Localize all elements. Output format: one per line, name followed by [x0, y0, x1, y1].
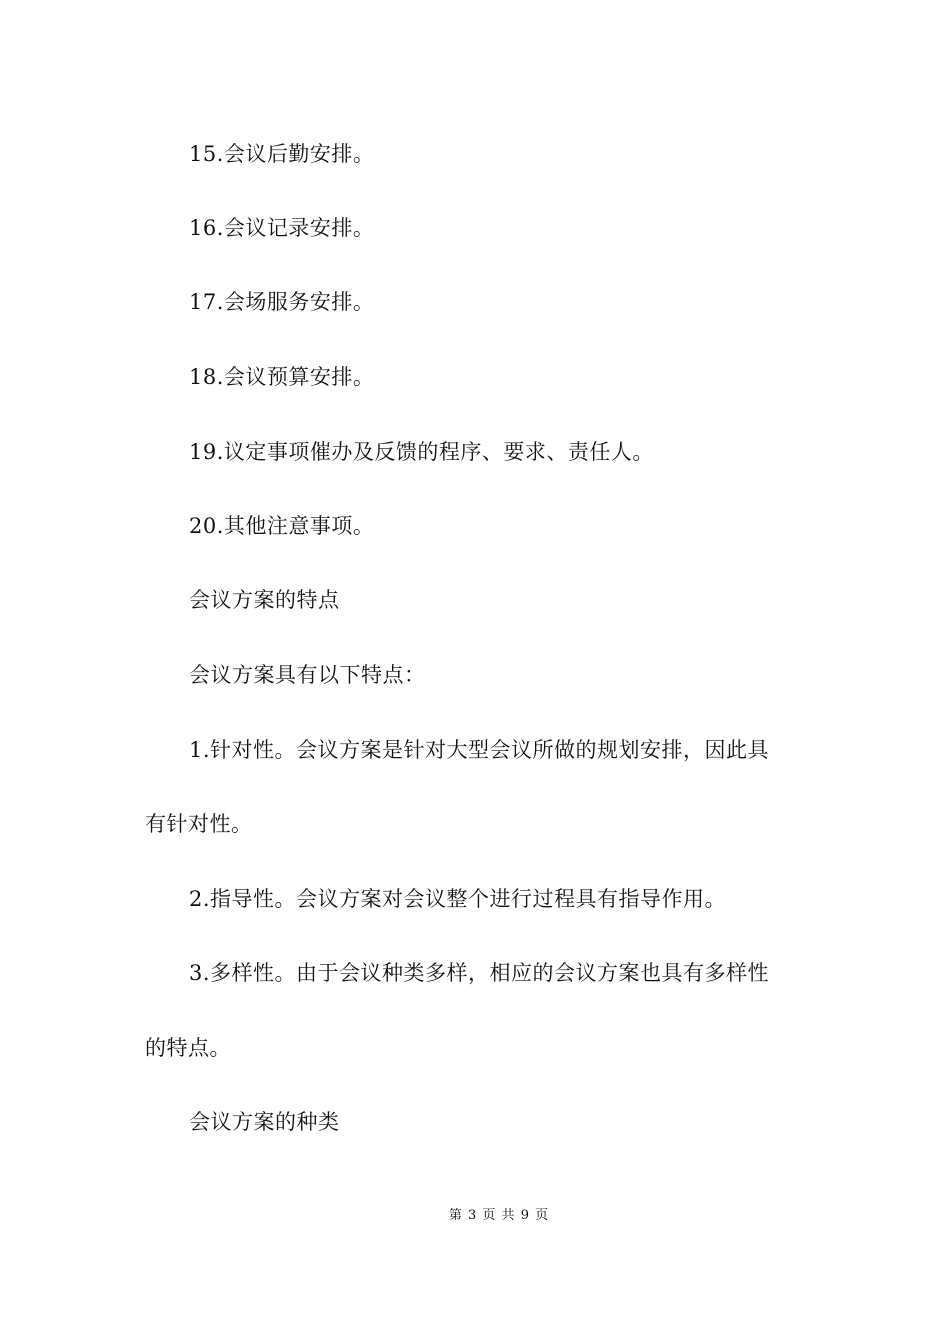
feature-2: 2.指导性。会议方案对会议整个进行过程具有指导作用。	[189, 887, 727, 911]
feature-3-line-1: 3.多样性。由于会议种类多样，相应的会议方案也具有多样性	[189, 961, 770, 985]
list-item-16: 16.会议记录安排。	[189, 216, 375, 240]
list-item-15: 15.会议后勤安排。	[189, 142, 375, 166]
paragraph-intro: 会议方案具有以下特点：	[189, 663, 426, 687]
list-item-18: 18.会议预算安排。	[189, 365, 375, 389]
page-footer: 第 3 页 共 9 页	[448, 1208, 550, 1223]
section-heading-features: 会议方案的特点	[189, 588, 340, 612]
feature-1-line-2: 有针对性。	[145, 812, 253, 836]
list-item-20: 20.其他注意事项。	[189, 514, 375, 538]
list-item-19: 19.议定事项催办及反馈的程序、要求、责任人。	[189, 440, 654, 464]
feature-3-line-2: 的特点。	[145, 1036, 231, 1060]
list-item-17: 17.会场服务安排。	[189, 290, 375, 314]
feature-1-line-1: 1.针对性。会议方案是针对大型会议所做的规划安排，因此具	[189, 738, 770, 762]
section-heading-types: 会议方案的种类	[189, 1110, 340, 1134]
